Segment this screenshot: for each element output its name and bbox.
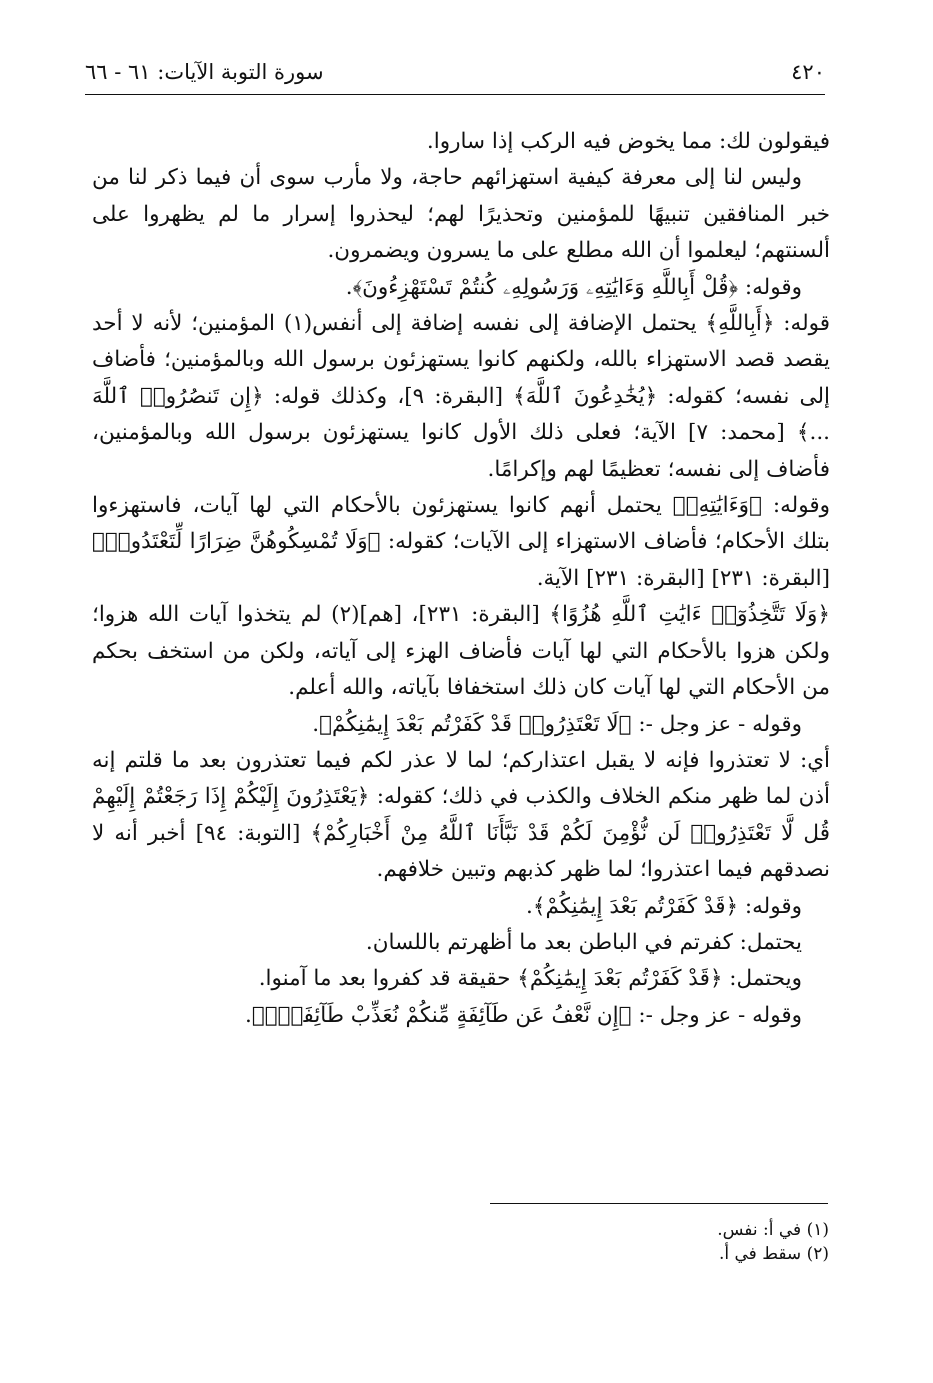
- page-number: ٤٢٠: [791, 60, 825, 84]
- paragraph-1: فيقولون لك: مما يخوض فيه الركب إذا ساروا.: [426, 129, 830, 154]
- paragraph-9: وقوله: ﴿قَدْ كَفَرْتُم بَعْدَ إِيمَٰنِكُمْ﴾.: [526, 893, 802, 919]
- footnotes: [109, 1218, 829, 1266]
- footnote-1: (١) في أ: نفس.: [717, 1220, 829, 1240]
- running-title: سورة التوبة الآيات: ٦١ - ٦٦: [85, 60, 324, 84]
- footnote-divider: [490, 1203, 828, 1204]
- footnote-2: (٢) سقط في أ.: [718, 1244, 829, 1264]
- paragraph-3: وقوله: ﴿قُلْ أَبِاللَّهِ وَءَايَٰتِهِۦ وَرَسُولِهِۦ كُنتُمْ تَسْتَهْزِءُونَ﴾.: [345, 274, 802, 300]
- paragraph-6: ﴿وَلَا تَتَّخِذُوٓا۟ ءَايَٰتِ ٱللَّهِ هُزُوًا﴾ [البقرة: ٢٣١]، [هم](٢) لم يتخذوا آيات الله هزوا؛ ولكن هزوا بالأحكام التي لها آيات فأضاف الهزء إلى آياته، ولكن من استخف بحكم من الأحكام التي لها آيات كان ذلك استخفافا بآياته، والله أعلم.: [92, 602, 831, 701]
- paragraph-7: وقوله - عز وجل -: ﴿لَا تَعْتَذِرُوا۟ قَدْ كَفَرْتُم بَعْدَ إِيمَٰنِكُمْ﴾.: [312, 711, 802, 737]
- main-text: [92, 124, 830, 1034]
- paragraph-4: قوله: ﴿أَبِاللَّهِ﴾ يحتمل الإضافة إلى نفسه إضافة إلى أنفس(١) المؤمنين؛ لأنه لا أحد يقصد قصد الاستهزاء بالله، ولكنهم كانوا يستهزئون برسول الله وبالمؤمنين؛ فأضاف إلى نفسه؛ كقوله: ﴿يُخَٰدِعُونَ ٱللَّهَ﴾ [البقرة: ٩]، وكذلك قوله: ﴿إِن تَنصُرُوا۟ ٱللَّهَ ...﴾ [محمد: ٧] الآية؛ فعلى ذلك الأول كانوا يستهزئون برسول الله وبالمؤمنين، فأضاف إلى نفسه؛ تعظيمًا لهم وإكرامًا.: [92, 311, 830, 482]
- paragraph-11: ويحتمل: ﴿قَدْ كَفَرْتُم بَعْدَ إِيمَٰنِكُمْ﴾ حقيقة قد كفروا بعد ما آمنوا.: [258, 966, 802, 992]
- paragraph-12: وقوله - عز وجل -: ﴿إِن نَّعْفُ عَن طَآئِفَةٍ مِّنكُمْ نُعَذِّبْ طَآئِفَةًۢ﴾.: [245, 1002, 802, 1028]
- paragraph-2: وليس لنا إلى معرفة كيفية استهزائهم حاجة، ولا مأرب سوى أن فيما ذكر لنا من خبر المنافقين تنبيهًا للمؤمنين وتحذيرًا لهم؛ ليحذروا إسرار ما لم يظهروا على ألسنتهم؛ ليعلموا أن الله مطلع على ما يسرون ويضمرون.: [92, 165, 830, 264]
- paragraph-10: يحتمل: كفرتم في الباطن بعد ما أظهرتم باللسان.: [365, 929, 802, 955]
- paragraph-8: أي: لا تعتذروا فإنه لا يقبل اعتذاركم؛ لما لا عذر لكم فيما تعتذرون بعد ما قلتم إنه أذن لما ظهر منكم الخلاف والكذب في ذلك؛ كقوله: ﴿يَعْتَذِرُونَ إِلَيْكُمْ إِذَا رَجَعْتُمْ إِلَيْهِمْ قُل لَّا تَعْتَذِرُوا۟ لَن نُّؤْمِنَ لَكُمْ قَدْ نَبَّأَنَا ٱللَّهُ مِنْ أَخْبَارِكُمْ﴾ [التوبة: ٩٤] أخبر أنه لا نصدقهم فيما اعتذروا؛ لما ظهر كذبهم وتبين خلافهم.: [92, 747, 830, 883]
- page-header: [85, 58, 825, 95]
- paragraph-5: وقوله: ﴿وَءَايَٰتِهِۦ﴾ يحتمل أنهم كانوا يستهزئون بالأحكام التي لها آيات، فاستهزءوا بتلك الأحكام؛ فأضاف الاستهزاء إلى الآيات؛ كقوله: ﴿وَلَا تُمْسِكُوهُنَّ ضِرَارًا لِّتَعْتَدُوا۟﴾ [البقرة: ٢٣١] [البقرة: ٢٣١] الآية.: [92, 493, 830, 591]
